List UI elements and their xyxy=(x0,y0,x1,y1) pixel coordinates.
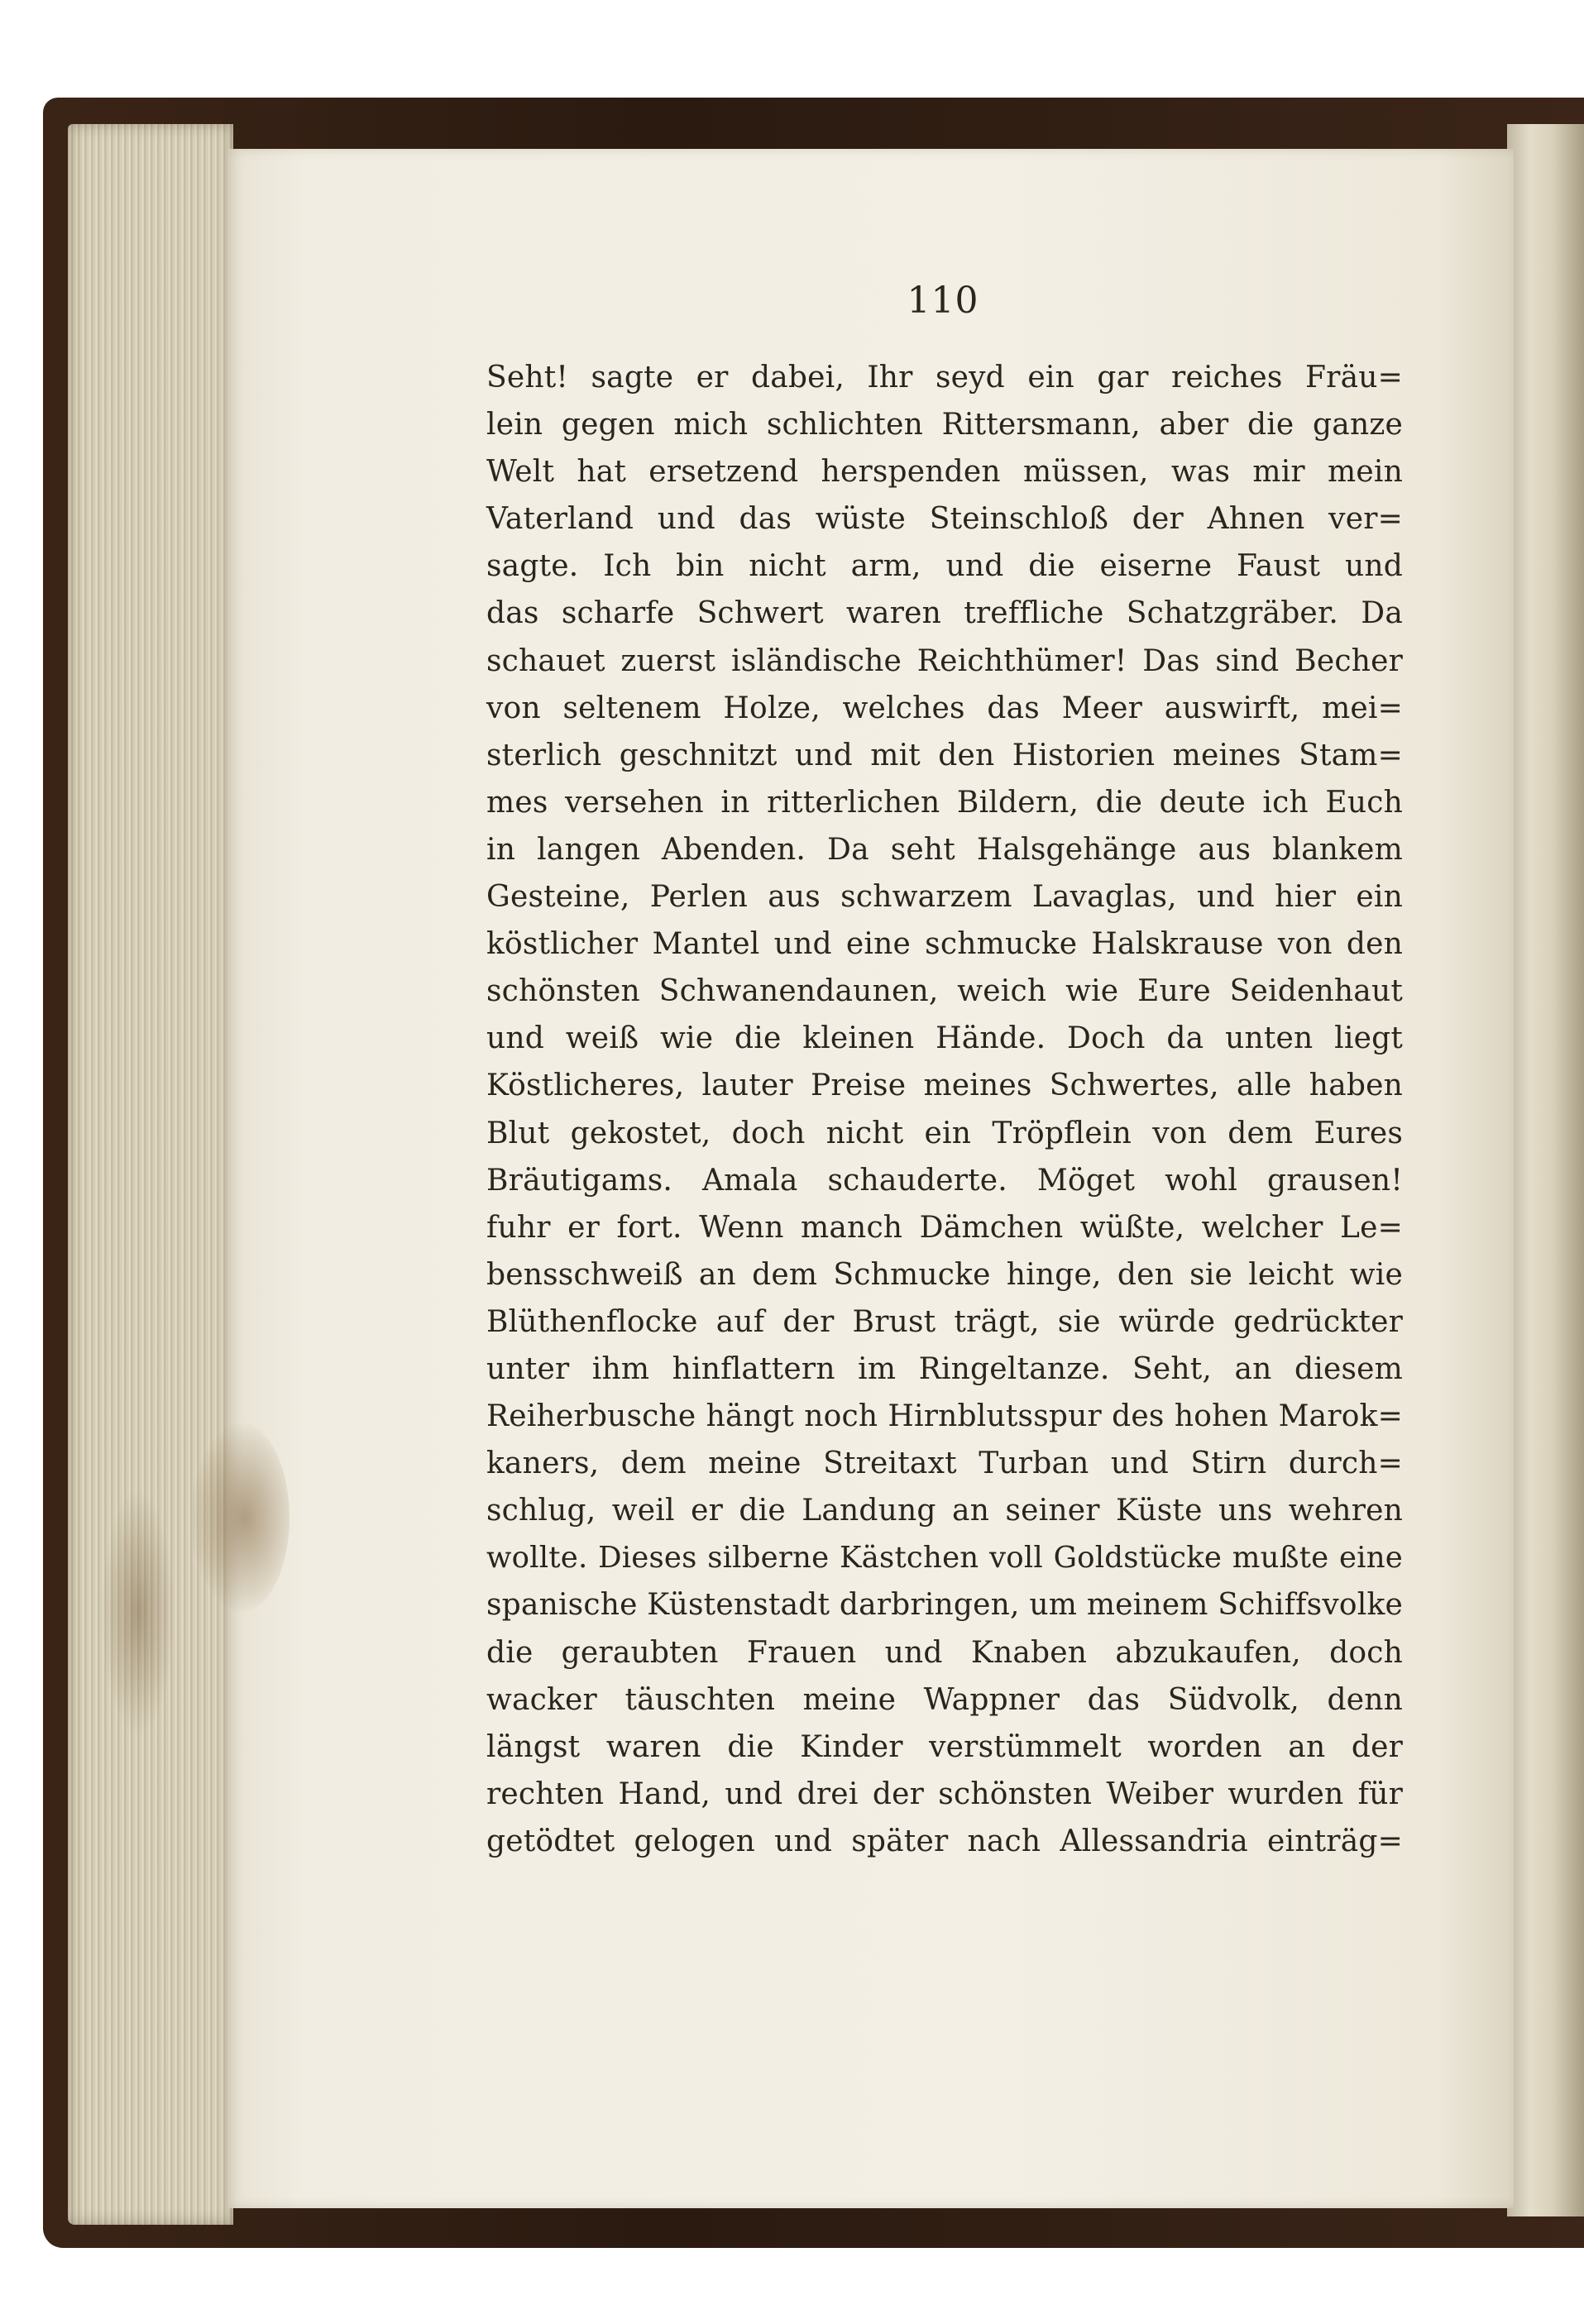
text-line: kaners, dem meine Streitaxt Turban und Stirn durch= xyxy=(486,1447,1403,1481)
text-line: spanische Küstenstadt darbringen, um meinem Schiffsvolke xyxy=(486,1588,1403,1623)
text-line: von seltenem Holze, welches das Meer auswirft, mei= xyxy=(486,691,1403,725)
text-line: rechten Hand, und drei der schönsten Weiber wurden für xyxy=(486,1776,1403,1811)
body-text xyxy=(486,354,1403,1865)
text-line: Seht! sagte er dabei, Ihr seyd ein gar reiches Fräu= xyxy=(486,361,1403,395)
text-line: mes versehen in ritterlichen Bildern, die deute ich Euch xyxy=(486,785,1403,820)
text-line: unter ihm hinflattern im Ringeltanze. Seht, an diesem xyxy=(486,1351,1403,1386)
text-line: Vaterland und das wüste Steinschloß der Ahnen ver= xyxy=(486,502,1403,537)
text-line: schönsten Schwanendaunen, weich wie Eure Seidenhaut xyxy=(486,974,1403,1009)
text-line: das scharfe Schwert waren treffliche Schatzgräber. Da xyxy=(486,596,1403,631)
page-number: 110 xyxy=(907,280,979,322)
text-line: die geraubten Frauen und Knaben abzukaufen, doch xyxy=(486,1635,1403,1670)
text-line: Blut gekostet, doch nicht ein Tröpflein von dem Eures xyxy=(486,1116,1403,1150)
text-line: wacker täuschten meine Wappner das Südvolk, denn xyxy=(486,1682,1403,1717)
text-line: und weiß wie die kleinen Hände. Doch da unten liegt xyxy=(486,1021,1403,1056)
text-line: lein gegen mich schlichten Rittersmann, aber die ganze xyxy=(486,408,1403,442)
page-stain xyxy=(190,1423,290,1613)
text-line: wollte. Dieses silberne Kästchen voll Goldstücke mußte eine xyxy=(486,1541,1403,1576)
page-edges xyxy=(68,124,233,2225)
text-line: in langen Abenden. Da seht Halsgehänge aus blankem xyxy=(486,832,1403,867)
text-line: sterlich geschnitzt und mit den Historien meines Stam= xyxy=(486,738,1403,772)
text-line: Bräutigams. Amala schauderte. Möget wohl grausen! xyxy=(486,1163,1403,1198)
text-line: fuhr er fort. Wenn manch Dämchen wüßte, welcher Le= xyxy=(486,1210,1403,1245)
text-line: köstlicher Mantel und eine schmucke Halskrause von den xyxy=(486,927,1403,962)
text-line: bensschweiß an dem Schmucke hinge, den sie leicht wie xyxy=(486,1257,1403,1292)
facing-page-edge xyxy=(1507,124,1584,2216)
text-line: Blüthenflocke auf der Brust trägt, sie würde gedrückter xyxy=(486,1304,1403,1339)
text-line: getödtet gelogen und später nach Allessandria einträg= xyxy=(486,1824,1403,1858)
text-line: schlug, weil er die Landung an seiner Küste uns wehren xyxy=(486,1494,1403,1528)
text-line: schauet zuerst isländische Reichthümer! Das sind Becher xyxy=(486,643,1403,678)
text-line: längst waren die Kinder verstümmelt worden an der xyxy=(486,1729,1403,1764)
text-line: Reiherbusche hängt noch Hirnblutsspur des hohen Marok= xyxy=(486,1399,1403,1434)
text-line: Welt hat ersetzend herspenden müssen, was mir mein xyxy=(486,455,1403,490)
text-line: sagte. Ich bin nicht arm, und die eiserne Faust und xyxy=(486,549,1403,584)
text-line: Gesteine, Perlen aus schwarzem Lavaglas, und hier ein xyxy=(486,880,1403,915)
text-line: Köstlicheres, lauter Preise meines Schwertes, alle haben xyxy=(486,1069,1403,1103)
